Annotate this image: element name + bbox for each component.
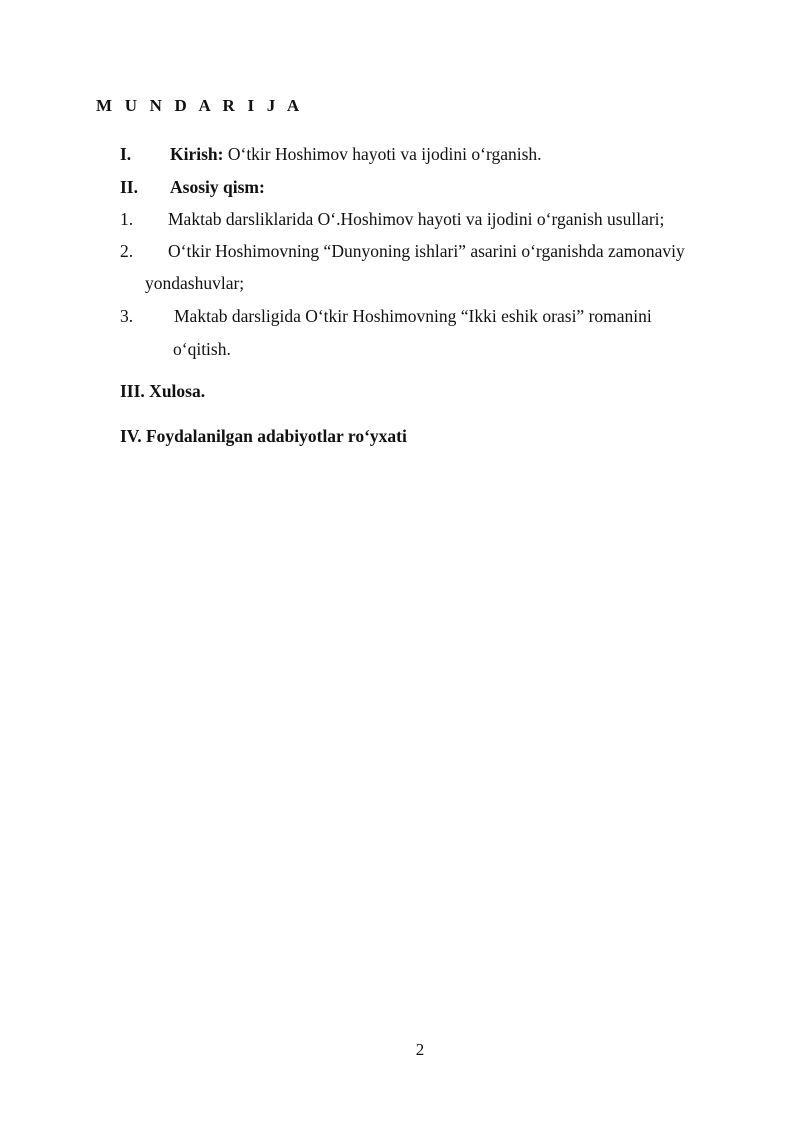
toc-text	[170, 143, 542, 165]
toc-number: 3.	[120, 306, 134, 326]
toc-subentry-continuation: yondashuvlar;	[145, 273, 245, 293]
toc-text: O‘tkir Hoshimovning “Dunyoning ishlari” asarini o‘rganishda zamonaviy	[168, 241, 685, 261]
toc-number: 2.	[120, 241, 134, 261]
contents-heading: M U N D A R I J A	[96, 96, 304, 115]
toc-number: II.	[120, 177, 138, 197]
toc-text: Maktab darsliklarida O‘.Hoshimov hayoti va ijodini o‘rganish usullari;	[168, 209, 665, 229]
toc-entry-bibliography: IV. Foydalanilgan adabiyotlar ro‘yxati	[120, 426, 407, 446]
toc-number: I.	[120, 144, 132, 164]
toc-description: O‘tkir Hoshimov hayoti va ijodini o‘rganish.	[227, 144, 542, 164]
toc-subentry-continuation: o‘qitish.	[173, 339, 231, 359]
toc-number: 1.	[120, 209, 134, 229]
toc-label: Asosiy qism:	[170, 177, 265, 197]
page-number: 2	[415, 1040, 425, 1059]
toc-text: Maktab darsligida O‘tkir Hoshimovning “Ikki eshik orasi” romanini	[174, 306, 652, 326]
toc-label: Kirish:	[170, 144, 224, 164]
toc-entry-conclusion: III. Xulosa.	[120, 381, 206, 401]
